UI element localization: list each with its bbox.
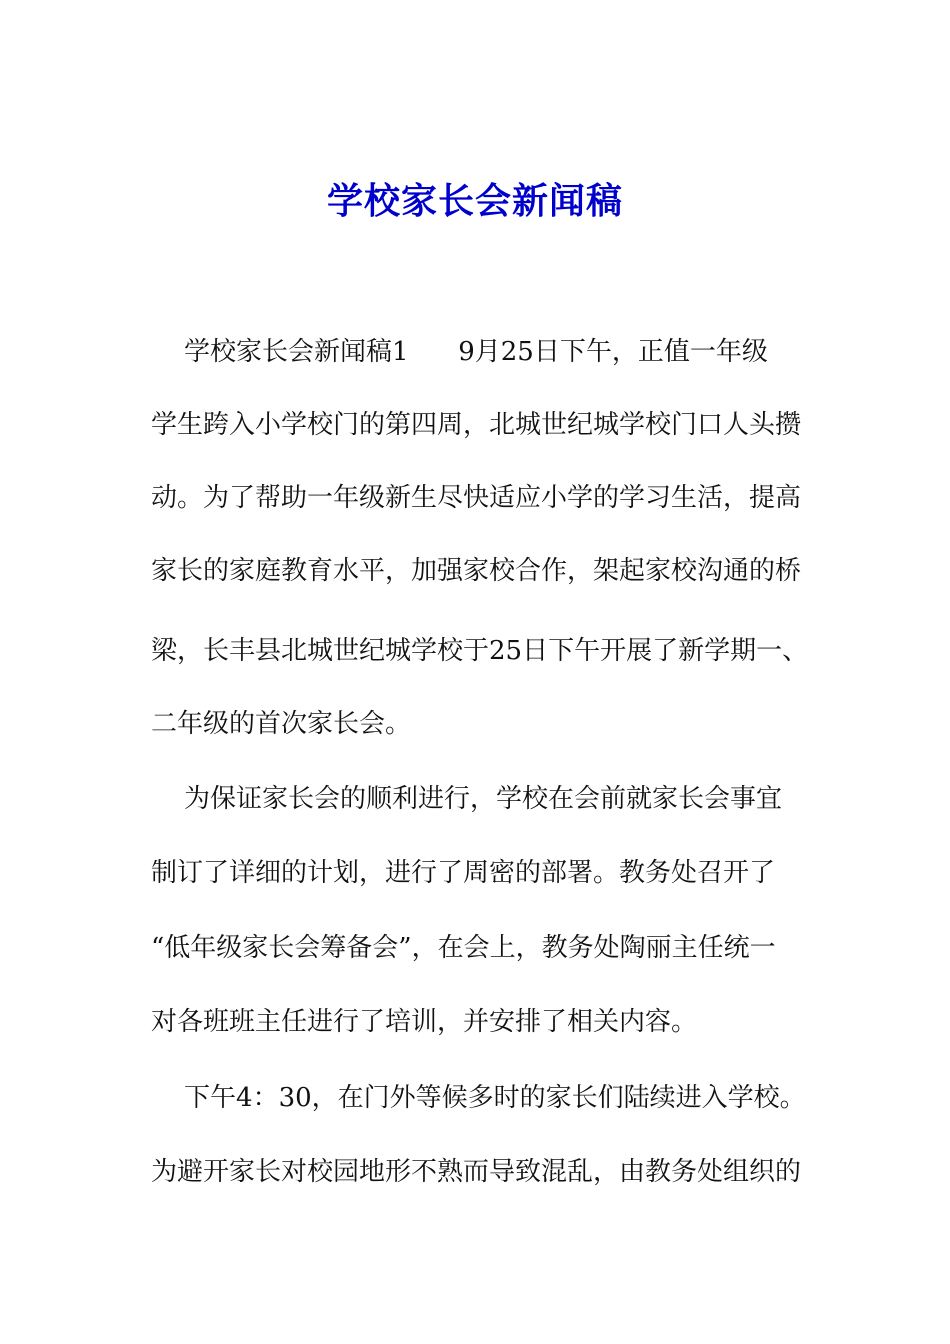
body-line-8: 制订了详细的计划，进行了周密的部署。教务处召开了 bbox=[151, 858, 776, 888]
body-line-9: “低年级家长会筹备会”，在会上，教务处陶丽主任统一 bbox=[151, 933, 776, 963]
body-line-3: 动。为了帮助一年级新生尽快适应小学的学习生活，提高 bbox=[151, 483, 802, 513]
body-line-11: 下午4：30，在门外等候多时的家长们陆续进入学校。 bbox=[151, 1083, 806, 1113]
body-line-12: 为避开家长对校园地形不熟而导致混乱，由教务处组织的 bbox=[151, 1157, 802, 1187]
body-line-6: 二年级的首次家长会。 bbox=[151, 709, 412, 739]
body-line-7: 为保证家长会的顺利进行，学校在会前就家长会事宜 bbox=[151, 784, 783, 814]
body-line-10: 对各班班主任进行了培训，并安排了相关内容。 bbox=[151, 1007, 698, 1037]
body-line-2: 学生跨入小学校门的第四周，北城世纪城学校门口人头攒 bbox=[151, 410, 802, 440]
document-title: 学校家长会新闻稿 bbox=[326, 181, 623, 222]
body-line-1: 学校家长会新闻稿1 9月25日下午，正值一年级 bbox=[151, 337, 768, 367]
body-line-4: 家长的家庭教育水平，加强家校合作，架起家校沟通的桥 bbox=[151, 556, 802, 586]
body-line-5: 梁，长丰县北城世纪城学校于25日下午开展了新学期一、 bbox=[151, 636, 809, 666]
